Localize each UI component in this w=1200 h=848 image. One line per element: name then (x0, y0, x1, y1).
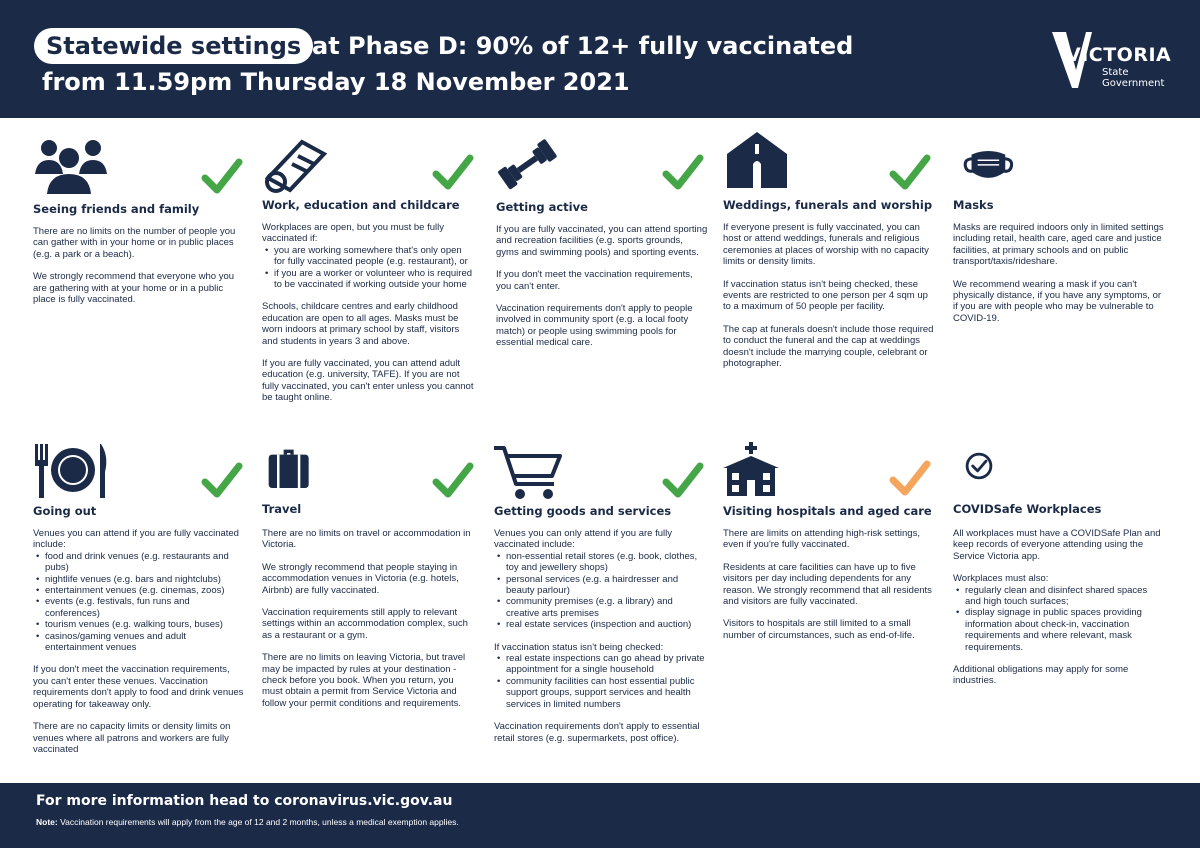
paragraph: If vaccination status isn't being checked: (494, 641, 664, 653)
paragraph: If vaccination status isn't being checked, these events are restricted to one person per 4 sqm up to a maximum of 50 people per facility. (723, 278, 928, 313)
plate-cutlery-icon (33, 442, 113, 502)
footer-note (36, 817, 459, 827)
green-tick-icon (662, 460, 704, 500)
suitcase-icon (262, 448, 342, 498)
section-body (723, 528, 935, 652)
people-icon (33, 134, 113, 194)
green-tick-icon (432, 152, 474, 192)
list-item: • events (e.g. festivals, fun runs and conferences) (33, 596, 245, 619)
paragraph: The cap at funerals doesn't include those required to conduct the funeral and the cap at weddings doesn't include the marrying couple, celebrant or photographer. (723, 323, 934, 370)
list-item: • casinos/gaming venues and adult entertainment venues (33, 631, 245, 654)
paragraph: Workplaces must also: (953, 573, 1049, 585)
paragraph: There are no limits on leaving Victoria, but travel may be impacted by rules at your destination - check before you book. When you return, you must obtain a permit from Service Victoria and follow your permit conditions and requirements. (262, 652, 466, 709)
paragraph: There are no limits on the number of people you can gather with in your home or in public places (e.g. a park or a beach). (33, 226, 236, 260)
paragraph: We recommend wearing a mask if you can't physically distance, if you have any symptoms, or if you are with people who may be vulnerable to COVID-19. (953, 278, 1162, 324)
bullet-list (262, 245, 474, 291)
section-body (953, 222, 1165, 335)
section-body (953, 528, 1165, 698)
section-body (33, 528, 245, 766)
paragraph: If you are fully vaccinated, you can attend adult education (e.g. university, TAFE). If you are not fully vaccinated, you can't enter unless you cannot be taught online. (262, 358, 474, 404)
list-item: • display signage in public spaces providing information about check-in, vaccination requirements and where relevant, mask requirements. (953, 607, 1165, 653)
orange-tick-icon (889, 458, 931, 498)
section-body (723, 222, 935, 380)
section-body (262, 222, 474, 415)
section-title: COVIDSafe Workplaces (953, 502, 1102, 516)
note-text: Vaccination requirements will apply from the age of 12 and 2 months, unless a medical exemption applies. (60, 817, 459, 827)
paragraph: We strongly recommend that everyone who you are gathering with at your home or in a public place is fully vaccinated. (33, 271, 235, 306)
list-item: • real estate inspections can go ahead by private appointment for a single household (494, 653, 706, 676)
note-label: Note: (36, 817, 58, 827)
list-item: • real estate services (inspection and auction) (494, 619, 706, 630)
logo-name: VICTORIA (1066, 44, 1172, 66)
dumbbell-icon (496, 134, 576, 194)
section-title: Getting goods and services (494, 504, 672, 518)
face-mask-icon (953, 148, 1033, 194)
chapel-icon (723, 130, 803, 190)
list-item: • entertainment venues (e.g. cinemas, zoos) (33, 585, 245, 596)
paragraph: We strongly recommend that people staying in accommodation venues in Victoria (e.g. hotels, Airbnb) are fully vaccinated. (262, 561, 459, 596)
paragraph: If you are fully vaccinated, you can attend sporting and recreation facilities (e.g. sports grounds, gyms and swimming pools) and sporting events. (496, 224, 708, 258)
list-item: • tourism venues (e.g. walking tours, buses) (33, 619, 245, 630)
section-title: Getting active (496, 200, 588, 214)
section-title: Seeing friends and family (33, 202, 200, 216)
paragraph: Vaccination requirements don't apply to essential retail stores (e.g. supermarkets, post office). (494, 721, 700, 744)
shopping-cart-icon (494, 444, 574, 504)
title-highlight: Statewide settings (34, 28, 313, 64)
section-body (496, 224, 708, 360)
paragraph: Vaccination requirements still apply to relevant settings within an accommodation complex, such as a restaurant or a gym. (262, 607, 468, 641)
paragraph: If everyone present is fully vaccinated, you can host or attend weddings, funerals and religious ceremonies at places of worship with no capacity limits or density limits. (723, 222, 929, 268)
footer-more-info: For more information head to coronavirus.vic.gov.au (36, 793, 453, 809)
page-title-date: from 11.59pm Thursday 18 November 2021 (42, 68, 630, 96)
green-tick-icon (662, 152, 704, 192)
paragraph: Venues you can attend if you are fully vaccinated include: (33, 528, 239, 551)
list-item: • regularly clean and disinfect shared spaces and high touch surfaces; (953, 585, 1165, 608)
green-tick-icon (201, 156, 243, 196)
paragraph: All workplaces must have a COVIDSafe Plan and keep records of everyone attending using the Service Victoria app. (953, 528, 1161, 562)
logo-subtitle: State Government (1102, 67, 1165, 89)
paragraph: There are limits on attending high-risk settings, even if you're fully vaccinated. (723, 528, 920, 551)
paragraph: Visitors to hospitals are still limited to a small number of circumstances, such as end-of-life. (723, 618, 915, 641)
paragraph: Workplaces are open, but you must be fully vaccinated if: (262, 222, 445, 245)
paragraph: If you don't meet the vaccination requirements, you can't enter. (496, 269, 693, 292)
paragraph: Additional obligations may apply for some industries. (953, 664, 1129, 687)
list-item: • community facilities can host essential public support groups, support services and health services in limited numbers (494, 676, 706, 710)
green-tick-icon (432, 460, 474, 500)
section-title: Work, education and childcare (262, 198, 460, 212)
paragraph: If you don't meet the vaccination requirements, you can't enter these venues. Vaccination requirements don't apply to food and drink venues operating for takeaway only. (33, 664, 244, 710)
hospital-icon (723, 440, 803, 500)
section-title: Travel (262, 502, 302, 516)
bullet-list (494, 653, 706, 710)
check-circle-icon (953, 452, 1033, 494)
list-item: • if you are a worker or volunteer who is required to be vaccinated if working outside your home (262, 268, 474, 291)
section-title: Visiting hospitals and aged care (723, 504, 932, 518)
section-body (262, 528, 474, 720)
paragraph: There are no limits on travel or accommodation in Victoria. (262, 528, 471, 551)
section-title: Masks (953, 198, 994, 212)
paragraph: There are no capacity limits or density limits on venues where all patrons and workers are fully vaccinated (33, 721, 231, 755)
paragraph: Masks are required indoors only in limited settings including retail, health care, aged care and justice facilities, at primary schools and on public transport/taxis/rideshare. (953, 222, 1164, 268)
bullet-list (953, 585, 1165, 653)
paragraph: Schools, childcare centres and early childhood education are open to all ages. Masks must be worn indoors at primary school by staff, visitors and students in years 3 and above. (262, 301, 460, 347)
list-item: • food and drink venues (e.g. restaurants and pubs) (33, 551, 245, 574)
diploma-icon (262, 134, 342, 194)
section-body (33, 226, 245, 316)
paragraph: Venues you can only attend if you are fully vaccinated include: (494, 528, 672, 551)
list-item: • non-essential retail stores (e.g. book, clothes, toy and jewellery shops) (494, 551, 706, 574)
list-item: • community premises (e.g. a library) and creative arts premises (494, 596, 706, 619)
page-title: at Phase D: 90% of 12+ fully vaccinated (312, 32, 854, 60)
list-item: • personal services (e.g. a hairdresser and beauty parlour) (494, 574, 706, 597)
green-tick-icon (889, 152, 931, 192)
section-title: Weddings, funerals and worship (723, 198, 933, 212)
section-body (494, 528, 706, 755)
paragraph: Vaccination requirements don't apply to people involved in community sport (e.g. a local footy match) or people using swimming pools for essential medical care. (496, 303, 693, 349)
paragraph: Residents at care facilities can have up to five visitors per day including dependents for any reason. We strongly recommend that all residents and visitors are fully vaccinated. (723, 561, 932, 608)
bullet-list (494, 551, 706, 631)
bullet-list (33, 551, 245, 654)
list-item: • nightlife venues (e.g. bars and nightclubs) (33, 574, 245, 585)
list-item: • you are working somewhere that's only open for fully vaccinated people (e.g. restaurant), or (262, 245, 474, 268)
section-title: Going out (33, 504, 97, 518)
green-tick-icon (201, 460, 243, 500)
